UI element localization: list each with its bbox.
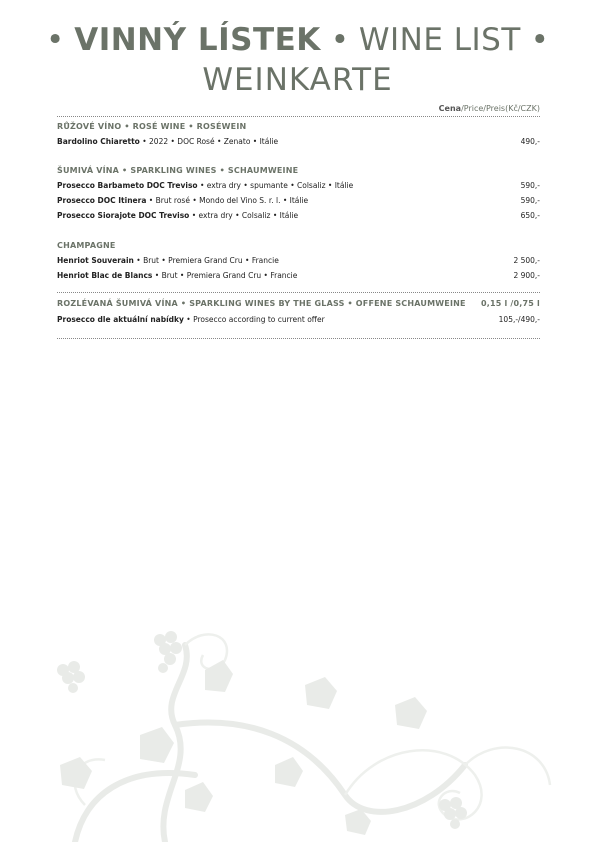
wine-name: Prosecco dle aktuální nabídky <box>57 315 184 324</box>
title-line-1 <box>0 22 595 58</box>
price-header-preis: Preis <box>485 104 506 113</box>
wine-name: Prosecco DOC Itinera <box>57 196 147 205</box>
section-heading-rose: RŮŽOVÉ VÍNO • ROSÉ WINE • ROSÉWEIN <box>57 122 247 131</box>
price-header-price: Price <box>463 104 484 113</box>
price-header-cena: Cena <box>438 104 462 113</box>
wine-desc: • Brut • Premiera Grand Cru • Francie <box>133 256 279 265</box>
wine-desc: • Brut rosé • Mondo del Vino S. r. l. • Itálie <box>146 196 309 205</box>
section-heading-sparkling: ŠUMIVÁ VÍNA • SPARKLING WINES • SCHAUMWEINE <box>57 166 299 175</box>
title-czech: VINNÝ LÍSTEK <box>74 22 321 58</box>
section-heading-text: ROZLÉVANÁ ŠUMIVÁ VÍNA • SPARKLING WINES BY THE GLASS • OFFENE SCHAUMWEINE <box>57 299 466 308</box>
wine-name: Bardolino Chiaretto <box>57 137 140 146</box>
title-bullet: • <box>46 22 65 58</box>
wine-desc: • extra dry • Colsaliz • Itálie <box>189 211 299 220</box>
title-german: WEINKARTE <box>202 62 393 98</box>
price-header-unit: (Kč/CZK) <box>505 104 540 113</box>
list-item <box>57 136 540 148</box>
wine-price: 590,- <box>520 196 540 205</box>
title-bullet: • <box>530 22 549 58</box>
wine-price: 650,- <box>520 211 540 220</box>
wine-desc: • Brut • Premiera Grand Cru • Francie <box>152 271 298 280</box>
list-item <box>57 210 540 222</box>
wine-price: 590,- <box>520 181 540 190</box>
list-item <box>57 270 540 282</box>
divider <box>57 338 540 339</box>
wine-name: Prosecco Barbameto DOC Treviso <box>57 181 198 190</box>
glass-size-header: 0,15 l /0,75 l <box>480 299 540 308</box>
title-bullet: • <box>330 22 349 58</box>
grapevine-decoration <box>45 615 555 842</box>
list-item <box>57 255 540 267</box>
wine-name: Prosecco Siorajote DOC Treviso <box>57 211 190 220</box>
wine-price: 490,- <box>520 137 540 146</box>
divider <box>57 116 540 117</box>
wine-price: 2 900,- <box>513 271 540 280</box>
wine-desc: • Prosecco according to current offer <box>183 315 325 324</box>
list-item <box>57 195 540 207</box>
divider <box>57 292 540 293</box>
list-item <box>57 180 540 192</box>
wine-name: Henriot Blac de Blancs <box>57 271 153 280</box>
wine-desc: • extra dry • spumante • Colsaliz • Itálie <box>197 181 354 190</box>
wine-price: 2 500,- <box>513 256 540 265</box>
section-heading-champagne: CHAMPAGNE <box>57 241 116 250</box>
section-heading-by-glass <box>57 299 540 308</box>
list-item <box>57 314 540 326</box>
wine-name: Henriot Souverain <box>57 256 134 265</box>
price-column-header: Cena/Price/Preis(Kč/CZK) <box>438 104 540 113</box>
title-english: WINE LIST <box>358 22 521 58</box>
wine-price: 105,-/490,- <box>498 315 540 324</box>
wine-desc: • 2022 • DOC Rosé • Zenato • Itálie <box>139 137 279 146</box>
